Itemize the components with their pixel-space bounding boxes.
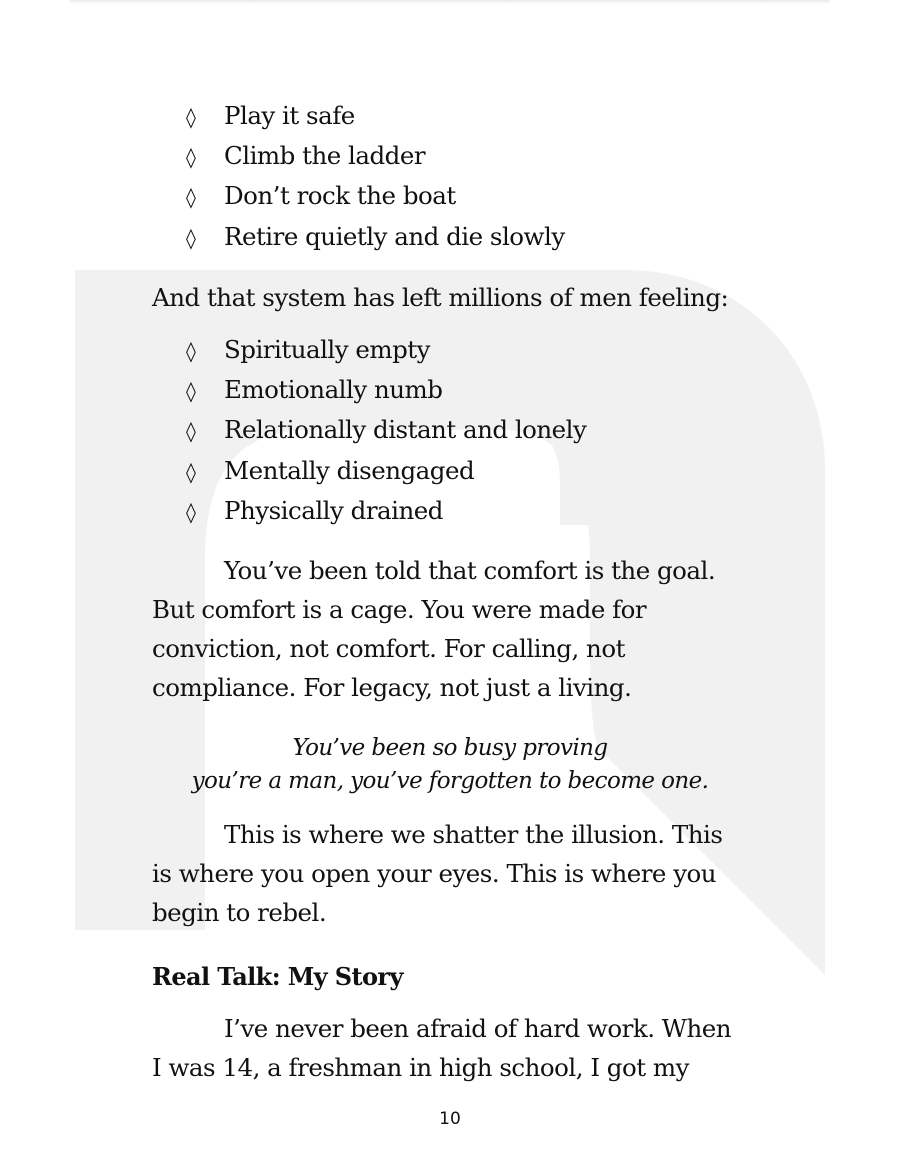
diamond-bullet-icon: ◊ [186, 339, 196, 363]
bullet-list-conventional-path [186, 96, 565, 257]
list-item-text: Don’t rock the boat [224, 181, 456, 211]
list-item [186, 451, 586, 491]
bullet-list-feelings [186, 330, 586, 531]
list-item-text: Retire quietly and die slowly [224, 221, 565, 251]
list-item [186, 410, 586, 450]
paragraph-line: This is where we shatter the illusion. This [224, 820, 723, 849]
list-item-text: Spiritually empty [224, 335, 430, 364]
list-item [186, 370, 586, 410]
paragraph-line: I was 14, a freshman in high school, I got my [152, 1053, 689, 1082]
diamond-bullet-icon: ◊ [186, 145, 196, 170]
list-item-text: Climb the ladder [224, 141, 426, 171]
diamond-bullet-icon: ◊ [186, 499, 196, 524]
quote-line: You’ve been so busy proving [292, 735, 608, 761]
paragraph-line: You’ve been told that comfort is the goal. [224, 556, 716, 585]
list-item [186, 176, 565, 216]
list-item-text: Mentally disengaged [224, 455, 475, 485]
list-item-text: Physically drained [224, 495, 443, 525]
quote-line: you’re a man, you’ve forgotten to become one. [191, 768, 709, 794]
list-item-text: Relationally distant and lonely [224, 415, 587, 445]
diamond-bullet-icon: ◊ [186, 105, 196, 129]
list-item [186, 491, 586, 531]
paragraph-line: I’ve never been afraid of hard work. When [224, 1014, 732, 1043]
section-heading: Real Talk: My Story [152, 962, 403, 991]
paragraph-line: is where you open your eyes. This is where you [152, 859, 717, 888]
list-item [186, 96, 565, 136]
intro-line: And that system has left millions of men feeling: [152, 283, 729, 312]
list-item [186, 136, 565, 176]
diamond-bullet-icon: ◊ [186, 459, 196, 484]
list-item [186, 330, 586, 370]
paragraph-line: begin to rebel. [152, 898, 327, 927]
diamond-bullet-icon: ◊ [186, 185, 196, 210]
page-number: 10 [439, 1109, 461, 1129]
diamond-bullet-icon: ◊ [186, 419, 196, 444]
list-item [186, 217, 565, 257]
diamond-bullet-icon: ◊ [186, 225, 196, 250]
diamond-bullet-icon: ◊ [186, 379, 196, 404]
list-item-text: Play it safe [224, 101, 355, 130]
paragraph-line: conviction, not comfort. For calling, not [152, 634, 625, 663]
list-item-text: Emotionally numb [224, 375, 443, 405]
paragraph-line: compliance. For legacy, not just a living. [152, 673, 632, 702]
paragraph-line: But comfort is a cage. You were made for [152, 595, 647, 624]
